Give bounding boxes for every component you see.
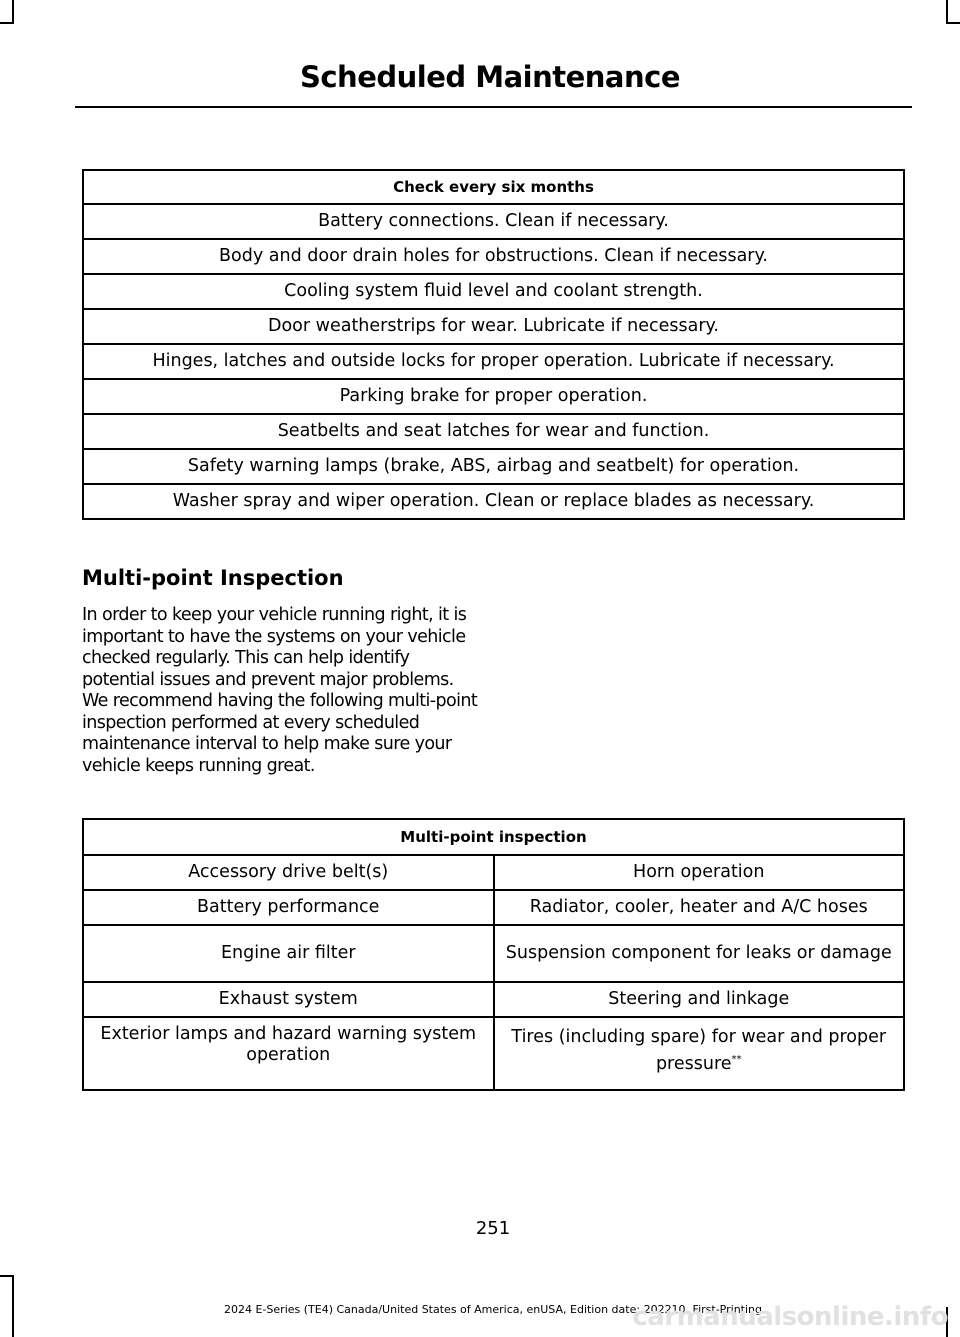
table-cell: Steering and linkage (494, 982, 905, 1017)
tires-text: Tires (including spare) for wear and proper pressure (511, 1027, 887, 1074)
table-row (83, 925, 904, 982)
table-header-row (83, 170, 904, 204)
page-title: Scheduled Maintenance (299, 60, 680, 94)
crop-mark (946, 0, 948, 22)
table-row (83, 274, 904, 309)
table-row (83, 239, 904, 274)
header-divider (75, 106, 912, 108)
table-cell: Exhaust system (83, 982, 494, 1017)
table-row (83, 855, 904, 890)
table-header-row (83, 819, 904, 855)
table-row (83, 204, 904, 239)
table-header: Check every six months (83, 170, 904, 204)
table-row (83, 982, 904, 1017)
table-cell: Cooling system fluid level and coolant strength. (83, 274, 904, 309)
table-header: Multi-point inspection (83, 819, 904, 855)
table-cell: Engine air filter (83, 925, 494, 982)
table-cell: Suspension component for leaks or damage (494, 925, 905, 982)
table-row (83, 379, 904, 414)
table-cell: Battery connections. Clean if necessary. (83, 204, 904, 239)
table-cell: Parking brake for proper operation. (83, 379, 904, 414)
table-row (83, 344, 904, 379)
table-cell: Safety warning lamps (brake, ABS, airbag and seatbelt) for operation. (83, 449, 904, 484)
table-row (83, 414, 904, 449)
table-cell (494, 1017, 905, 1090)
table-cell: Exterior lamps and hazard warning system operation (83, 1017, 494, 1090)
table-cell: Radiator, cooler, heater and A/C hoses (494, 890, 905, 925)
table-cell: Body and door drain holes for obstructions. Clean if necessary. (83, 239, 904, 274)
table-cell: Seatbelts and seat latches for wear and function. (83, 414, 904, 449)
table-cell: Accessory drive belt(s) (83, 855, 494, 890)
table-cell: Battery performance (83, 890, 494, 925)
table-cell: Horn operation (494, 855, 905, 890)
table-cell: Hinges, latches and outside locks for proper operation. Lubricate if necessary. (83, 344, 904, 379)
section-heading: Multi-point Inspection (82, 566, 344, 590)
table-row (83, 309, 904, 344)
crop-mark (0, 1275, 14, 1277)
footnote-mark: ** (731, 1054, 742, 1066)
table-row (83, 484, 904, 519)
table-cell: Washer spray and wiper operation. Clean or replace blades as necessary. (83, 484, 904, 519)
multi-point-inspection-table (82, 818, 905, 1091)
section-paragraph: In order to keep your vehicle running right, it is important to have the systems on your vehicle checked regularly. This can help identify potential issues and prevent major problems. We recommend having the following multi-point inspection performed at every scheduled maintenance interval to help make sure your vehicle keeps running great. (82, 605, 478, 776)
table-row (83, 449, 904, 484)
crop-mark (12, 0, 14, 22)
table-row (83, 890, 904, 925)
table-row (83, 1017, 904, 1090)
edition-footer: 2024 E-Series (TE4) Canada/United States of America, enUSA, Edition date: 202210, First-Printing (224, 1303, 762, 1316)
page-number: 251 (475, 1218, 511, 1239)
watermark: carmanualsonline.info (632, 1302, 948, 1332)
crop-mark (0, 22, 14, 24)
crop-mark (946, 22, 960, 24)
check-six-months-table (82, 169, 905, 520)
table-cell: Door weatherstrips for wear. Lubricate if necessary. (83, 309, 904, 344)
